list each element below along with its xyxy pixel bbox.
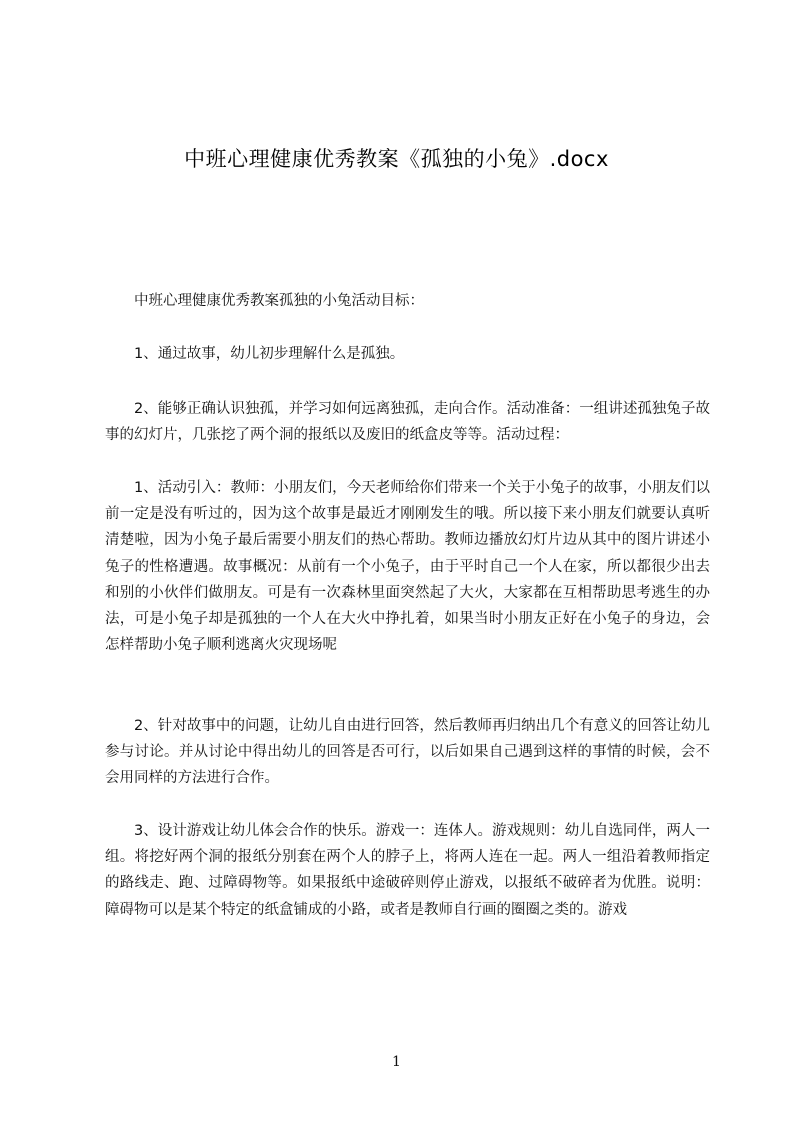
goal-2-text: 2、能够正确认识独孤，并学习如何远离独孤，走向合作。活动准备：一组讲述孤独兔子故事的幻灯片，几张挖了两个洞的报纸以及废旧的纸盒皮等等。活动过程：: [105, 401, 710, 444]
page-number: 1: [392, 1054, 401, 1070]
paragraph-goal-1: [105, 341, 710, 367]
paragraph-step-1: [105, 475, 710, 658]
step-2-text: 2、针对故事中的问题，让幼儿自由进行回答，然后教师再归纳出几个有意义的回答让幼儿参与讨论。并从讨论中得出幼儿的回答是否可行，以后如果自己遇到这样的事情的时候，会不会用同样的方法进行合作。: [105, 718, 710, 787]
intro-text: 中班心理健康优秀教案孤独的小兔活动目标：: [134, 293, 424, 309]
goal-1-text: 1、通过故事，幼儿初步理解什么是孤独。: [134, 346, 405, 362]
paragraph-step-3: [105, 818, 710, 923]
document-title: 中班心理健康优秀教案《孤独的小兔》.docx: [184, 147, 609, 171]
step-1-text: 1、活动引入：教师：小朋友们，今天老师给你们带来一个关于小兔子的故事，小朋友们以前一定是没有听过的，因为这个故事是最近才刚刚发生的哦。所以接下来小朋友们就要认真听清楚啦，因为小兔子最后需要小朋友们的热心帮助。教师边播放幻灯片边从其中的图片讲述小兔子的性格遭遇。故事概况：从前有一个小兔子，由于平时自己一个人在家，所以都很少出去和别的小伙伴们做朋友。可是有一次森林里面突然起了大火，大家都在互相帮助思考逃生的办法，可是小兔子却是孤独的一个人在大火中挣扎着，如果当时小朋友正好在小兔子的身边，会怎样帮助小兔子顺利逃离火灾现场呢: [105, 480, 710, 654]
paragraph-step-2: [105, 713, 710, 792]
paragraph-intro: [105, 288, 710, 314]
paragraph-goal-2: [105, 396, 710, 448]
step-3-text: 3、设计游戏让幼儿体会合作的快乐。游戏一：连体人。游戏规则：幼儿自选同伴，两人一组。将挖好两个洞的报纸分别套在两个人的脖子上，将两人连在一起。两人一组沿着教师指定的路线走、跑、过障碍物等。如果报纸中途破碎则停止游戏，以报纸不破碎者为优胜。说明：障碍物可以是某个特定的纸盒铺成的小路，或者是教师自行画的圈圈之类的。游戏: [105, 823, 710, 918]
